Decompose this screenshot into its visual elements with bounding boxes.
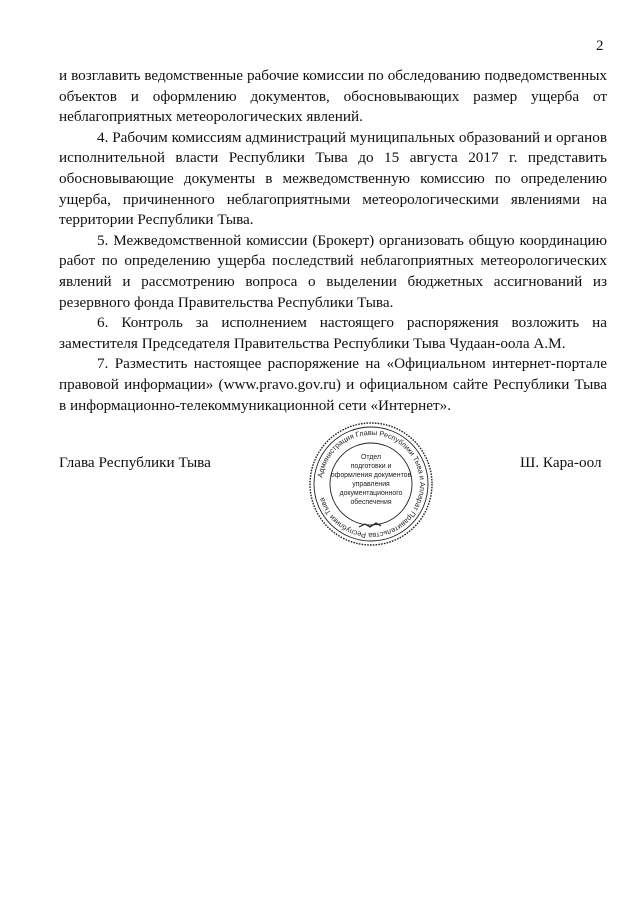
paragraph-item-5: 5. Межведомственной комиссии (Брокерт) организовать общую координацию работ по определению ущерба последствий неблагоприятных метеорологических явлений и рассмотрению вопроса о выделении бюджетных ассигнований из резервного фонда Правительства Республики Тыва. [59,231,607,311]
page-number: 2 [596,38,604,54]
seal-graphic [307,421,435,547]
paragraph-item-7: 7. Разместить настоящее распоряжение на «Официальном интернет-портале правовой информации» (www.pravo.gov.ru) и официальном сайте Республики Тыва в информационно-телекоммуникационной сети «Интернет». [59,355,607,414]
paragraph-item-4: 4. Рабочим комиссиям администраций муниципальных образований и органов исполнительной власти Республики Тыва до 15 августа 2017 г. представить обосновывающие документы в межведомственную комиссию по определению ущерба, причиненного неблагоприятными метеорологическими явлениями на территории Республики Тыва. [59,128,607,229]
official-seal-stamp [307,421,435,547]
paragraph-item-6: 6. Контроль за исполнением настоящего распоряжения возложить на заместителя Председателя Правительства Республики Тыва Чудаан-оола А.М. [59,314,607,352]
seal-inner-line: подготовки и [350,463,392,470]
seal-inner-line: управления [352,481,390,488]
document-body [59,66,607,416]
signatory-position: Глава Республики Тыва [59,454,211,471]
seal-inner-line: обеспечения [350,499,392,506]
signature-block [0,425,640,545]
seal-inner-line: Отдел [361,454,381,461]
seal-inner-line: документационного [339,490,403,497]
seal-inner-line: оформления документов [330,472,412,479]
signatory-name: Ш. Кара-оол [520,454,602,471]
paragraph-continuation: и возглавить ведомственные рабочие комиссии по обследованию подведомственных объектов и оформлению документов, обосновывающих размер ущерба от неблагоприятных метеорологических явлений. [59,67,607,126]
seal-outer-text: Администрация Главы Республики Тыва и Аппарат Правительства Республики Тыва [315,427,428,541]
